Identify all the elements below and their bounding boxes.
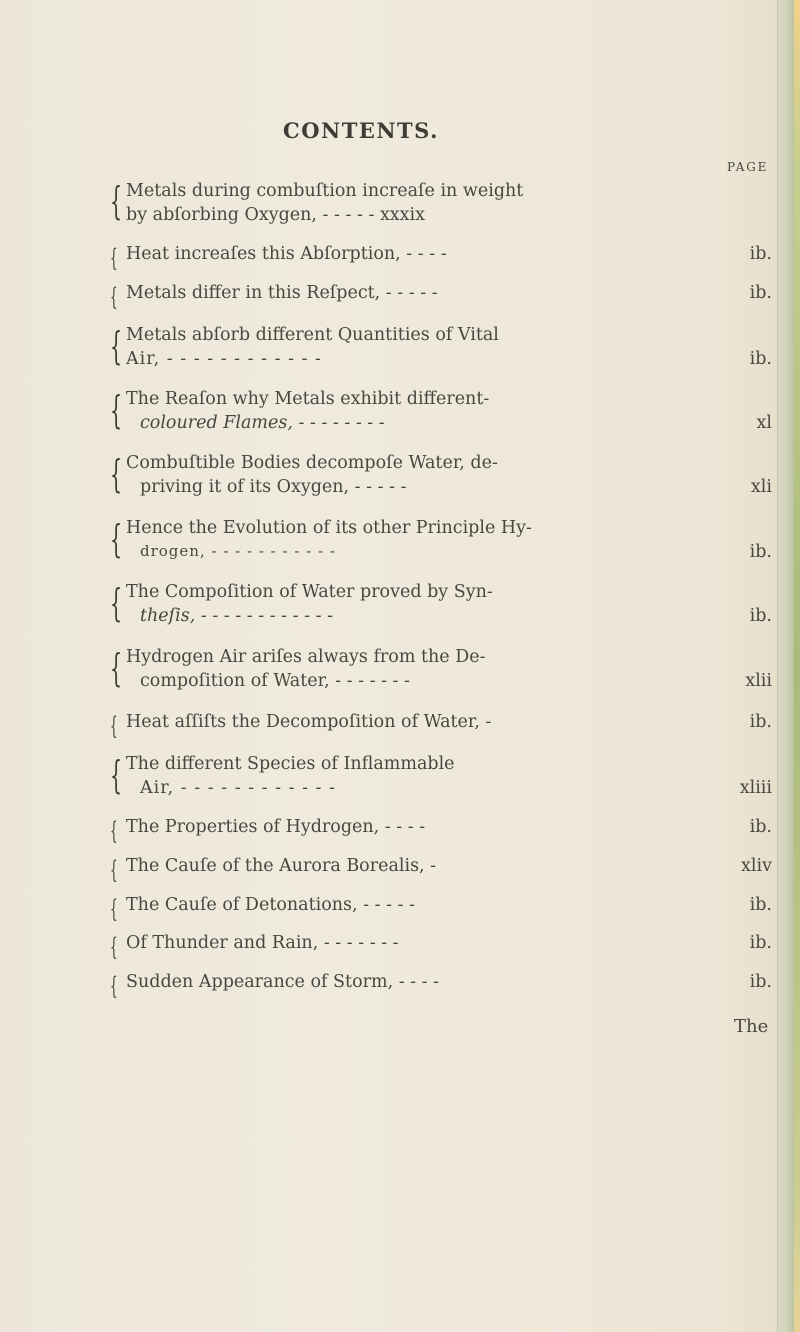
entry-text: Metals during combuſtion increaſe in weight [126,181,524,201]
entry-text: Heat increaſes this Abſorption, - - - - [126,244,447,264]
entry-text: theſis, - - - - - - - - - - - - [140,606,333,626]
entry-text: Air, - - - - - - - - - - - - [140,778,336,798]
brace-icon: { [110,972,118,1000]
page-title: CONTENTS. [283,118,439,143]
brace-icon: { [110,179,123,223]
brace-icon: { [110,581,123,625]
page-reference: xliv [741,856,772,876]
entry-text: Air, - - - - - - - - - - - - [126,349,322,369]
brace-icon: { [110,856,118,884]
entry-text: by abſorbing Oxygen, - - - - - xxxix [126,205,426,225]
page-reference: ib. [749,972,772,992]
brace-icon: { [110,753,123,797]
brace-icon: { [110,712,118,740]
page-reference: xl [756,413,772,433]
entry-text: Metals abſorb different Quantities of Vital [126,325,499,345]
brace-icon: { [110,283,118,311]
page-reference: ib. [749,542,772,562]
entry-text: The Cauſe of the Aurora Borealis, - [126,856,437,876]
page-reference: ib. [749,817,772,837]
entry-text: The Cauſe of Detonations, - - - - - [126,895,415,915]
brace-icon: { [110,817,118,845]
brace-icon: { [110,388,123,432]
page-reference: ib. [749,283,772,303]
page-reference: ib. [749,606,772,626]
brace-icon: { [110,933,118,961]
entry-text: The different Species of Inflammable [126,754,455,774]
page-column-label: PAGE [727,160,769,174]
entry-text: The Reaſon why Metals exhibit different- [126,389,490,409]
entry-text: Hence the Evolution of its other Principle Hy- [126,518,532,538]
page-reference: ib. [749,933,772,953]
brace-icon: { [110,244,118,272]
entry-text: priving it of its Oxygen, - - - - - [140,477,407,497]
entry-text: The Properties of Hydrogen, - - - - [126,817,426,837]
page-reference: ib. [749,712,772,732]
brace-icon: { [110,895,118,923]
page-reference: xli [750,477,772,497]
page-reference: xliii [739,778,772,798]
entry-text: The Compoſition of Water proved by Syn- [126,582,493,602]
brace-icon: { [110,324,123,368]
brace-icon: { [110,452,123,496]
page-reference: ib. [749,349,772,369]
page-reference: ib. [749,244,772,264]
page-reference: ib. [749,895,772,915]
entry-text: Heat aſſiſts the Decompoſition of Water, - [126,712,492,732]
entry-text: Metals differ in this Reſpect, - - - - - [126,283,438,303]
entry-text: Sudden Appearance of Storm, - - - - [126,972,440,992]
page-edge [777,0,800,1332]
entry-text: drogen, - - - - - - - - - - - [140,542,336,560]
catchword: The [734,1016,769,1037]
brace-icon: { [110,517,123,561]
entry-text: compoſition of Water, - - - - - - - [140,671,410,691]
entry-text: coloured Flames, - - - - - - - - [140,413,385,433]
entry-text: Hydrogen Air ariſes always from the De- [126,647,486,667]
entry-text: Of Thunder and Rain, - - - - - - - [126,933,399,953]
entry-text: Combuſtible Bodies decompoſe Water, de- [126,453,498,473]
page-reference: xlii [745,671,772,691]
brace-icon: { [110,646,123,690]
